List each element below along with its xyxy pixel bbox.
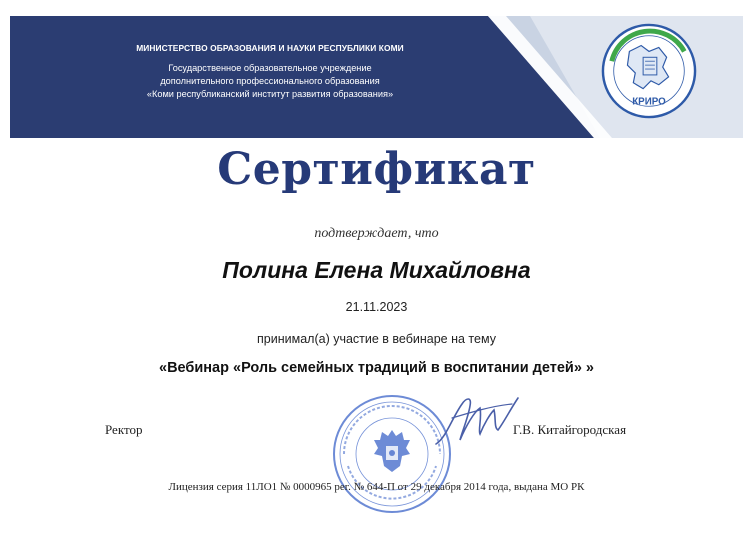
license-text: Лицензия серия 11ЛО1 № 0000965 рег. № 644-П от 29 декабря 2014 года, выдана МО РК: [168, 481, 585, 493]
header-text: [70, 42, 470, 101]
logo-text: КРИРО: [632, 96, 666, 108]
certificate-title: Сертификат: [217, 144, 536, 195]
certificate-date: 21.11.2023: [345, 300, 408, 314]
webinar-topic: «Вебинар «Роль семейных традиций в воспитании детей» »: [159, 360, 594, 376]
kriro-logo: [600, 22, 698, 120]
participation-text: принимал(а) участие в вебинаре на тему: [257, 332, 496, 346]
confirms-text: подтверждает, что: [314, 226, 439, 241]
ministry-name: МИНИСТЕРСТВО ОБРАЗОВАНИЯ И НАУКИ РЕСПУБЛИКИ КОМИ: [136, 43, 404, 53]
institution-line-1: Государственное образовательное учреждение: [168, 63, 372, 73]
institution-line-2: дополнительного профессионального образования: [160, 76, 380, 86]
rector-signature: [432, 388, 522, 456]
rector-name: Г.В. Китайгородская: [513, 422, 627, 437]
institution-line-3: «Коми республиканский институт развития образования»: [146, 89, 394, 99]
recipient-name: Полина Елена Михайловна: [222, 257, 531, 283]
rector-label: Ректор: [105, 422, 143, 437]
